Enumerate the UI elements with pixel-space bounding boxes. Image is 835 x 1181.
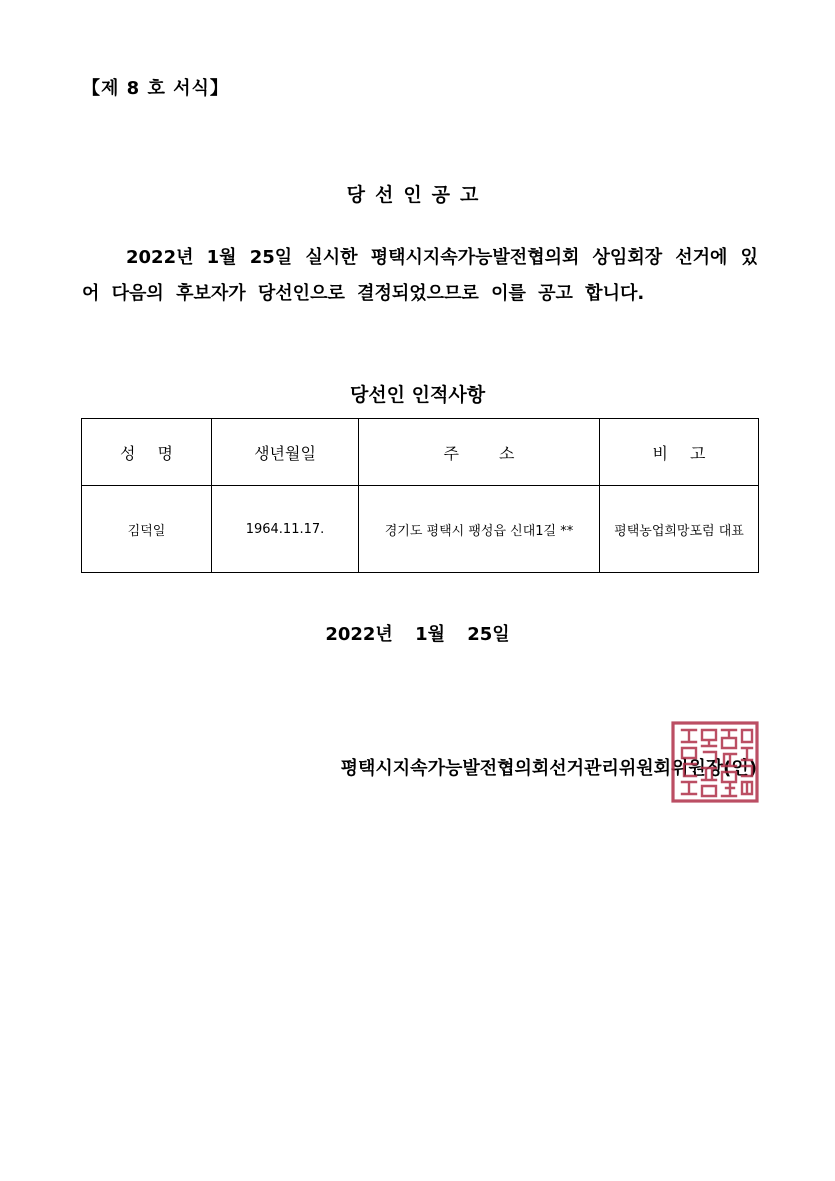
- header-address: 주소: [359, 419, 600, 486]
- header-remarks: 비고: [600, 419, 759, 486]
- announcement-body: 2022년 1월 25일 실시한 평택시지속가능발전협의회 상임회장 선거에 있어 다음의 후보자가 당선인으로 결정되었으므로 이를 공고 합니다.: [82, 247, 758, 304]
- header-birthdate: 생년월일: [212, 419, 359, 486]
- header-name: 성명: [82, 419, 212, 486]
- announcement-date: 2022년 1월 25일: [325, 624, 510, 645]
- winner-info-table: [81, 418, 759, 573]
- form-label: 【제 8 호 서식】: [82, 78, 229, 99]
- cell-address: 경기도 평택시 팽성읍 신대1길 **: [359, 486, 600, 573]
- document-title: 당선인공고: [346, 184, 489, 206]
- cell-name: 김덕일: [82, 486, 212, 573]
- table-title: 당선인 인적사항: [349, 384, 486, 406]
- table-header-row: [82, 419, 759, 486]
- signer-name: 평택시지속가능발전협의회선거관리위원회위원장(인): [340, 758, 757, 779]
- cell-remarks: 평택농업희망포럼 대표: [600, 486, 759, 573]
- table-row: [82, 486, 759, 573]
- cell-birthdate: 1964.11.17.: [212, 486, 359, 573]
- official-seal-icon: [670, 720, 760, 804]
